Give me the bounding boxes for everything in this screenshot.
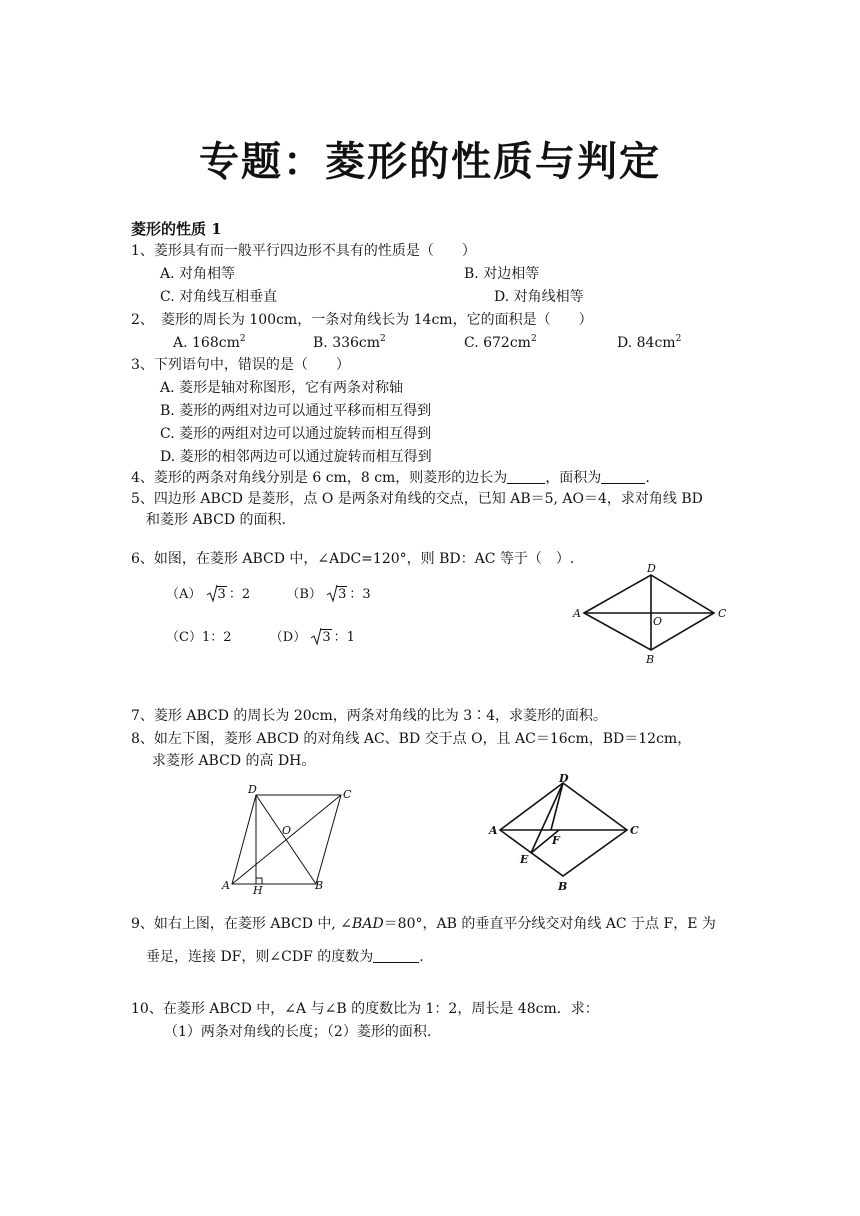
label-c: C [343,788,352,801]
q8-line1: 8、如左下图，菱形 ABCD 的对角线 AC、BD 交于点 O，且 AC＝16cm，BD＝12cm， [131,731,692,747]
q6-stem: 6、如图，在菱形 ABCD 中，∠ADC=120°，则 BD：AC 等于（ ）. [131,551,575,567]
q2-option-d: D. $84cm^2$ [617,334,682,351]
q5-line2: 和菱形 ABCD 的面积. [146,512,286,528]
label-d: D [559,772,569,785]
q9-rhombus-figure [486,770,646,895]
label-a: A [573,607,581,620]
label-b: B [558,880,568,893]
label-c: C [718,607,727,620]
label-a: A [489,824,498,837]
q3-option-c: C. 菱形的两组对边可以通过旋转而相互得到 [160,426,432,442]
q7-text: 7、菱形 ABCD 的周长为 20cm，两条对角线的比为 3∶4，求菱形的面积。 [131,708,608,724]
sqrt-symbol: 3 [310,628,331,648]
q4-text: 4、菱形的两条对角线分别是 6 cm，8 cm，则菱形的边长为 ，面积为 . [131,470,650,486]
q1-stem: 1、菱形具有而一般平行四边形不具有的性质是（ ） [131,243,476,259]
label-d: D [647,562,656,575]
label-a: A [222,879,230,892]
q4-blank-side[interactable] [507,469,545,484]
q1-option-c: C. 对角线互相垂直 [160,289,278,305]
label-d: D [248,783,257,796]
q8-rhombus-figure [220,780,370,898]
q3-stem: 3、下列语句中，错误的是（ ） [131,357,350,373]
q6-options-ab: （A） 3 ：2 （B） 3 ：3 [166,585,371,605]
q3-option-b: B. 菱形的两组对边可以通过平移而相互得到 [160,403,432,419]
q5-line1: 5、四边形 ABCD 是菱形，点 O 是两条对角线的交点，已知 AB＝5, AO＝4，求对角线 BD [131,491,703,507]
page-title: 专题：菱形的性质与判定 [199,138,661,185]
q1-option-d: D. 对角线相等 [494,289,584,305]
q8-line2: 求菱形 ABCD 的高 DH。 [152,753,316,769]
q9-line1: 9、如右上图，在菱形 ABCD 中, ∠BAD＝80°，AB 的垂直平分线交对角线 AC 于点 F，E 为 [131,916,716,932]
q2-stem: 2、 菱形的周长为 100cm，一条对角线长为 14cm，它的面积是（ ） [131,312,593,328]
section-heading: 菱形的性质 1 [131,220,222,238]
label-f: F [552,834,560,847]
q2-option-a: A. $168cm^2$ [173,334,246,351]
label-b: B [646,653,655,666]
label-c: C [630,824,639,837]
q10-line2: （1）两条对角线的长度；（2）菱形的面积. [164,1024,432,1040]
sqrt-symbol: 3 [206,585,227,605]
label-o: O [653,615,663,628]
label-b: B [315,879,324,892]
q10-line1: 10、在菱形 ABCD 中，∠A 与∠B 的度数比为 1：2，周长是 48cm．求： [131,1001,599,1017]
q9-line2: 垂足，连接 DF，则∠CDF 的度数为 . [146,949,424,965]
q2-option-b: B. $336cm^2$ [313,334,386,351]
q2-option-c: C. $672cm^2$ [464,334,537,351]
q4-blank-area[interactable] [601,469,645,484]
sqrt-symbol: 3 [326,585,347,605]
label-h: H [253,884,263,897]
q3-option-d: D. 菱形的相邻两边可以通过旋转而相互得到 [160,449,432,465]
label-o: O [282,824,292,837]
label-e: E [520,853,529,866]
q6-options-cd: （C）1：2 （D） 3 ：1 [166,628,355,648]
q6-rhombus-figure [570,560,730,670]
q3-option-a: A. 菱形是轴对称图形，它有两条对称轴 [160,380,404,396]
q1-option-a: A. 对角相等 [160,266,236,282]
q9-blank[interactable] [373,948,419,963]
q1-option-b: B. 对边相等 [464,266,540,282]
